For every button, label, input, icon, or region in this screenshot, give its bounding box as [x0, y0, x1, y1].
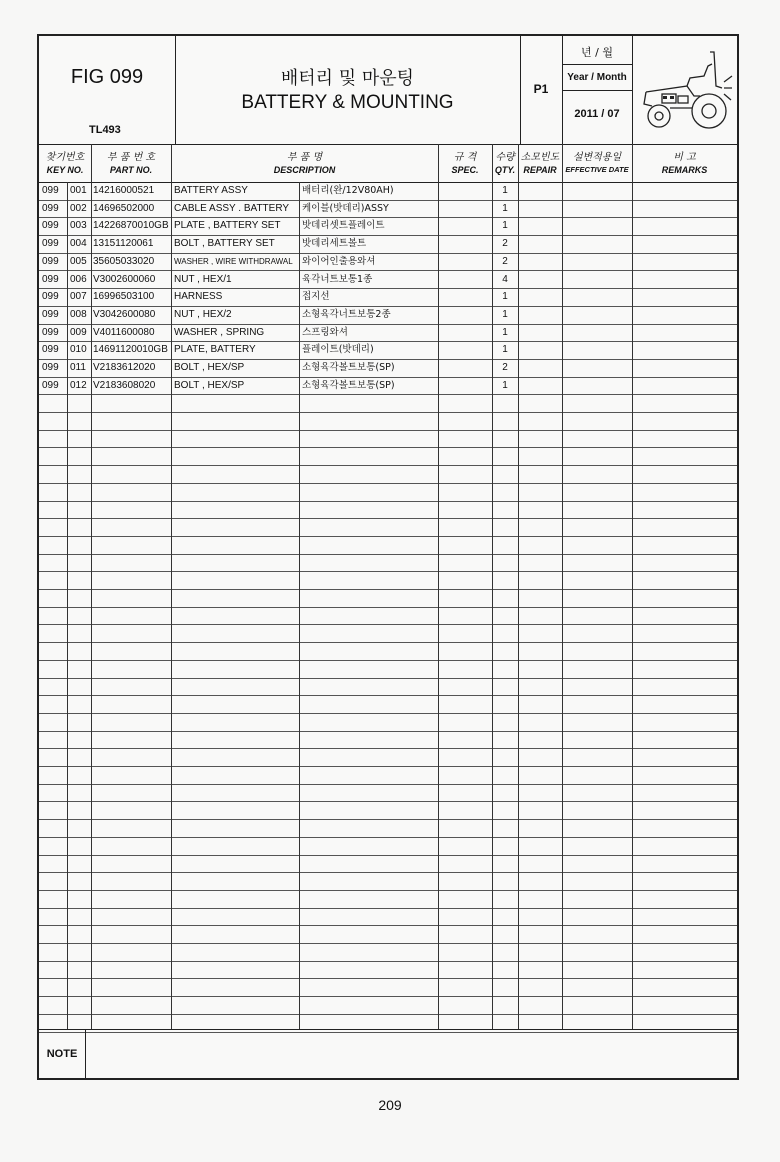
- cell-qty: 1: [502, 185, 508, 196]
- table-row: [39, 819, 737, 838]
- cell-desc-en: BATTERY ASSY: [174, 185, 248, 196]
- page-number: 209: [378, 1097, 402, 1113]
- table-row: [39, 925, 737, 944]
- column-headers: [39, 144, 737, 183]
- table-row: [39, 394, 737, 413]
- table-row: [39, 324, 737, 343]
- cell-desc-ko: 밧데리세트볼트: [302, 238, 367, 250]
- table-row: [39, 713, 737, 732]
- table-row: [39, 288, 737, 307]
- table-row: [39, 377, 737, 396]
- cell-part: V3042600080: [93, 308, 156, 320]
- table-row: [39, 182, 737, 201]
- table-row: [39, 271, 737, 290]
- cell-fig: 099: [42, 344, 59, 356]
- cell-qty: 1: [502, 379, 508, 391]
- note-area: [39, 1029, 737, 1079]
- cell-fig: 099: [42, 308, 59, 320]
- cell-part: 14696502000: [93, 202, 155, 214]
- cell-key: 001: [70, 185, 87, 196]
- table-row: [39, 872, 737, 891]
- cell-desc-en: BOLT , HEX/SP: [174, 379, 245, 391]
- col-key-ko: 찾기번호: [45, 152, 85, 163]
- title-korean: 배터리 및 마운팅: [280, 68, 415, 89]
- cell-key: 002: [70, 202, 87, 214]
- table-row: [39, 961, 737, 980]
- col-remarks-ko: 비 고: [673, 152, 696, 163]
- col-effective-en: EFFECTIVE DATE: [565, 165, 629, 174]
- cell-fig: 099: [42, 326, 59, 338]
- cell-fig: 099: [42, 202, 59, 214]
- year-month-label-en: Year / Month: [567, 72, 627, 83]
- col-desc-ko: 부 품 명: [286, 152, 323, 163]
- cell-key: 005: [70, 255, 87, 267]
- table-row: [39, 890, 737, 909]
- col-spec-en: SPEC.: [451, 165, 479, 175]
- table-row: [39, 731, 737, 750]
- figure-number: FIG 099: [70, 66, 144, 88]
- cell-part: V2183608020: [93, 379, 156, 391]
- issue-date: 2011 / 07: [574, 108, 620, 120]
- table-row: [39, 855, 737, 874]
- cell-desc-ko: 소형육각볼트보통(SP): [302, 379, 395, 391]
- cell-fig: 099: [42, 291, 59, 303]
- cell-desc-en: PLATE , BATTERY SET: [174, 220, 281, 232]
- page-code: P1: [533, 82, 549, 96]
- cell-part: V3002600060: [93, 273, 156, 285]
- cell-desc-ko: 접지선: [302, 291, 330, 303]
- cell-qty: 1: [502, 291, 508, 303]
- table-row: [39, 536, 737, 555]
- note-label: NOTE: [39, 1030, 86, 1079]
- cell-fig: 099: [42, 379, 59, 391]
- cell-key: 010: [70, 344, 87, 356]
- table-row: [39, 695, 737, 714]
- title-english: BATTERY & MOUNTING: [241, 92, 454, 113]
- cell-key: 011: [70, 362, 86, 373]
- col-part-en: PART NO.: [109, 165, 153, 175]
- table-row: [39, 430, 737, 449]
- table-row: [39, 253, 737, 272]
- cell-qty: 1: [502, 344, 508, 356]
- cell-fig: 099: [42, 255, 59, 267]
- table-row: [39, 359, 737, 378]
- table-row: [39, 642, 737, 661]
- cell-key: 008: [70, 308, 87, 320]
- table-row: [39, 483, 737, 502]
- date-box: [562, 36, 632, 144]
- table-row: [39, 465, 737, 484]
- cell-desc-ko: 육각너트보통1종: [302, 273, 373, 285]
- col-spec-ko: 규 격: [453, 152, 477, 163]
- title-box: [175, 36, 520, 144]
- table-row: [39, 554, 737, 573]
- cell-qty: 2: [502, 362, 508, 373]
- table-row: [39, 660, 737, 679]
- cell-part: 14226870010GB: [93, 220, 169, 232]
- cell-fig: 099: [42, 238, 59, 250]
- parts-sheet: [37, 34, 739, 1080]
- table-row: [39, 837, 737, 856]
- cell-fig: 099: [42, 362, 59, 373]
- cell-desc-ko: 스프링와셔: [302, 326, 348, 338]
- sheet-header: [39, 36, 737, 145]
- table-row: [39, 908, 737, 927]
- table-row: [39, 217, 737, 236]
- cell-desc-en: BOLT , HEX/SP: [174, 362, 245, 373]
- cell-fig: 099: [42, 273, 59, 285]
- cell-desc-en: BOLT , BATTERY SET: [174, 238, 275, 250]
- cell-desc-en: CABLE ASSY . BATTERY: [174, 202, 290, 214]
- cell-qty: 4: [502, 273, 508, 285]
- cell-part: 35605033020: [93, 255, 155, 267]
- col-qty-ko: 수량: [495, 152, 515, 163]
- col-key-en: KEY NO.: [46, 165, 84, 175]
- table-row: [39, 518, 737, 537]
- figure-box: [39, 36, 175, 144]
- cell-qty: 2: [502, 238, 508, 250]
- cell-part: 14216000521: [93, 185, 155, 196]
- cell-part: V4011600080: [93, 326, 155, 338]
- cell-key: 012: [70, 379, 87, 391]
- cell-desc-ko: 와이어인출용와셔: [302, 255, 376, 267]
- table-row: [39, 943, 737, 962]
- cell-part: 13151120061: [93, 238, 154, 250]
- col-remarks-en: REMARKS: [661, 165, 708, 175]
- table-row: [39, 784, 737, 803]
- table-row: [39, 571, 737, 590]
- cell-desc-ko: 배터리(완/12V80AH): [302, 185, 394, 196]
- tractor-battery-icon: [632, 36, 737, 144]
- table-row: [39, 625, 737, 644]
- cell-desc-en: PLATE, BATTERY: [174, 344, 256, 356]
- table-row: [39, 748, 737, 767]
- col-part-ko: 부 품 번 호: [106, 152, 156, 163]
- table-row: [39, 589, 737, 608]
- cell-fig: 099: [42, 185, 59, 196]
- table-row: [39, 678, 737, 697]
- table-row: [39, 235, 737, 254]
- cell-desc-en: HARNESS: [174, 291, 223, 303]
- cell-desc-ko: 소형육각너트보통2종: [302, 308, 391, 320]
- cell-qty: 1: [502, 220, 508, 232]
- table-row: [39, 306, 737, 325]
- cell-part: 14691120010GB: [93, 344, 168, 356]
- col-repair-en: REPAIR: [523, 165, 557, 175]
- table-row: [39, 200, 737, 219]
- table-row: [39, 412, 737, 431]
- cell-desc-en: WASHER , WIRE WITHDRAWAL: [174, 256, 293, 266]
- cell-desc-ko: 플레이트(밧데리): [302, 344, 374, 356]
- table-row: [39, 996, 737, 1015]
- model-code: TL493: [89, 124, 121, 136]
- table-row: [39, 448, 737, 467]
- cell-desc-en: NUT , HEX/2: [174, 308, 232, 320]
- cell-key: 009: [70, 326, 87, 338]
- cell-qty: 1: [502, 202, 508, 214]
- table-row: [39, 802, 737, 821]
- table-row: [39, 766, 737, 785]
- year-month-label-ko: 년 / 월: [581, 46, 613, 59]
- cell-desc-ko: 케이블(밧데리)ASSY: [302, 202, 389, 214]
- cell-qty: 1: [502, 326, 508, 338]
- cell-key: 006: [70, 273, 87, 285]
- cell-part: V2183612020: [93, 362, 156, 373]
- col-desc-en: DESCRIPTION: [273, 165, 336, 175]
- cell-key: 004: [70, 238, 87, 250]
- table-row: [39, 979, 737, 998]
- cell-key: 003: [70, 220, 87, 232]
- cell-part: 16996503100: [93, 291, 155, 303]
- table-row: [39, 501, 737, 520]
- col-qty-en: QTY.: [494, 165, 516, 175]
- col-repair-ko: 소모빈도: [520, 152, 560, 163]
- table-row: [39, 607, 737, 626]
- cell-desc-ko: 소형육각볼트보통(SP): [302, 362, 395, 373]
- cell-qty: 1: [502, 308, 508, 320]
- page-code-box: [520, 36, 562, 144]
- cell-qty: 2: [502, 255, 508, 267]
- cell-desc-ko: 밧데리셋트플레이트: [302, 220, 385, 232]
- cell-desc-en: NUT , HEX/1: [174, 273, 232, 285]
- col-effective-ko: 설변적용일: [572, 152, 622, 163]
- cell-desc-en: WASHER , SPRING: [174, 326, 265, 338]
- cell-fig: 099: [42, 220, 59, 232]
- cell-key: 007: [70, 291, 87, 303]
- table-row: [39, 341, 737, 360]
